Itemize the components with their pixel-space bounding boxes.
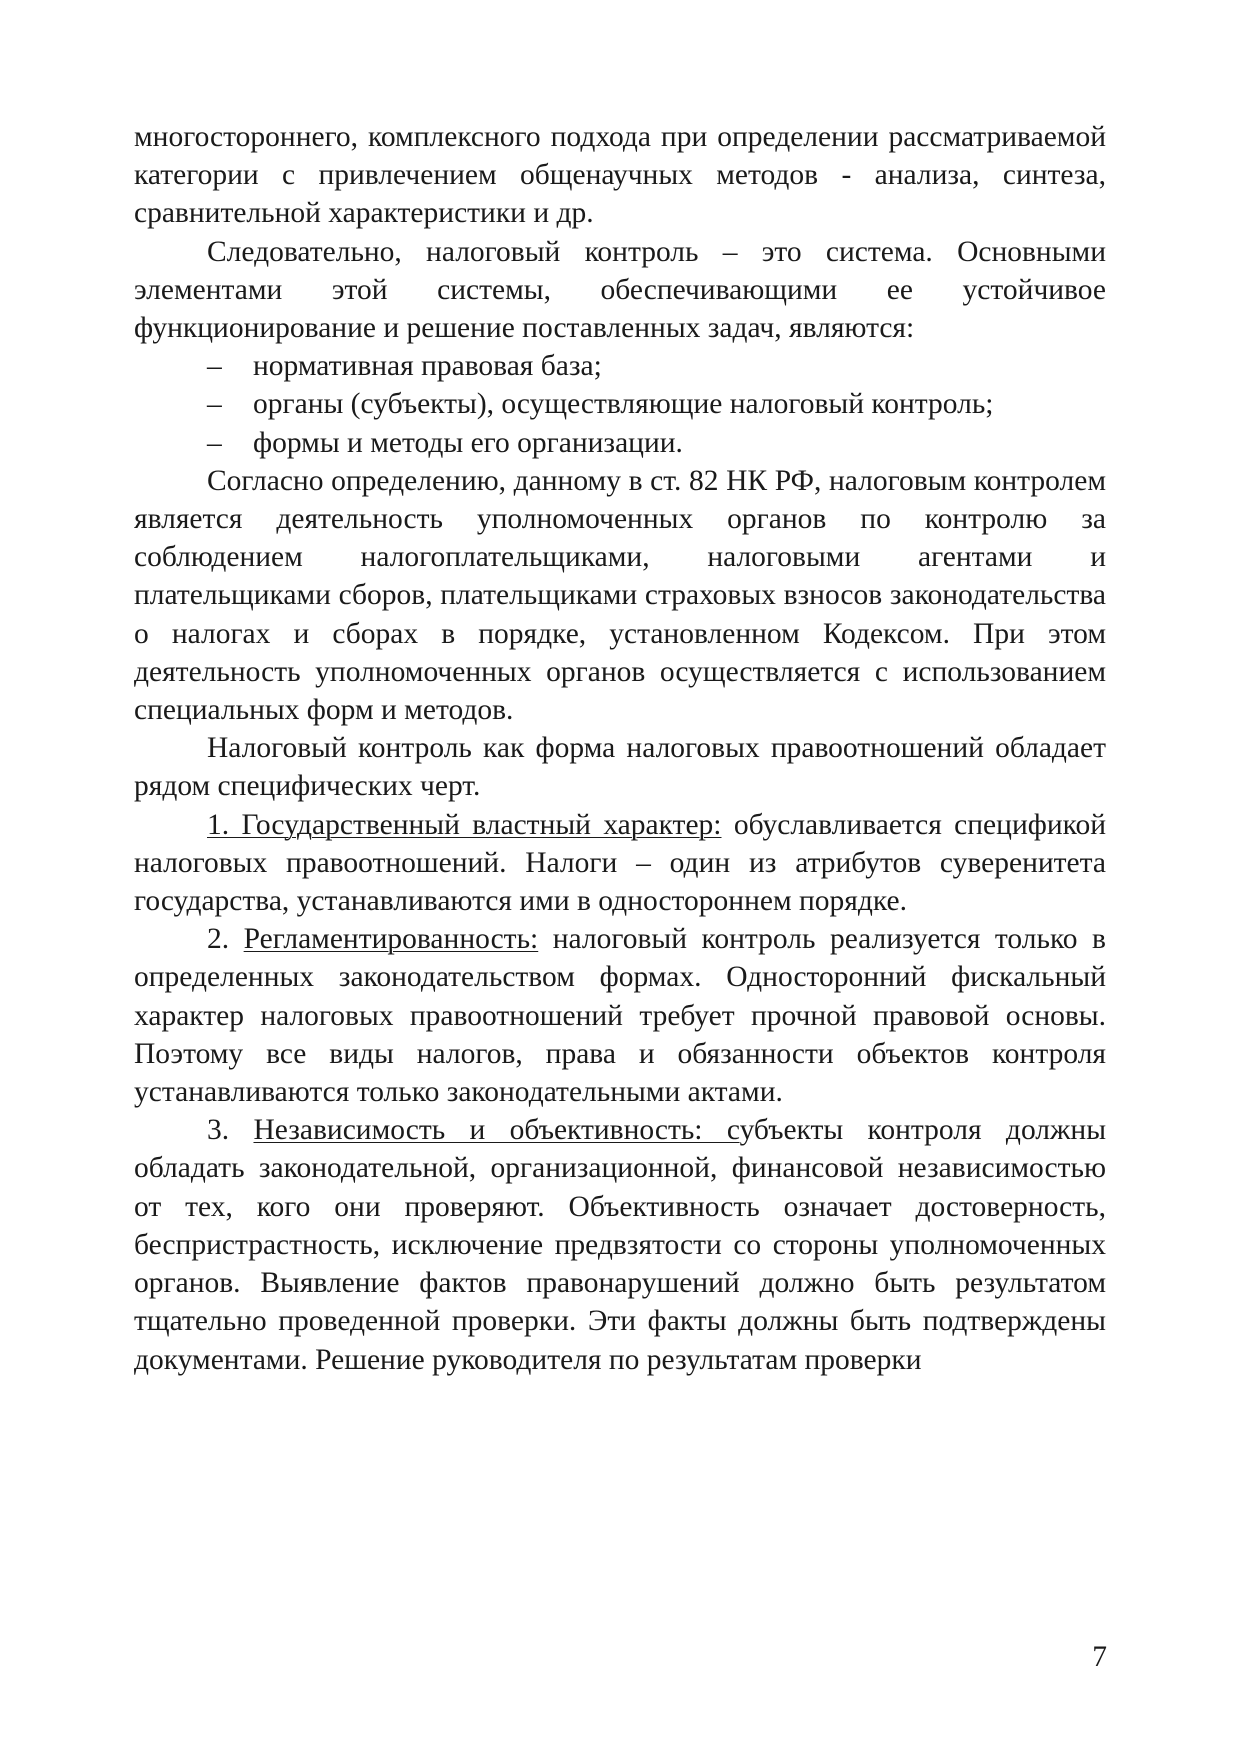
list-item	[134, 424, 1106, 462]
feature-heading: Регламентированность:	[243, 923, 539, 956]
paragraph-system: Следовательно, налоговый контроль – это система. Основными элементами этой системы, обеспечивающими ее устойчивое функционирование и решение поставленных задач, являются:	[134, 235, 1106, 345]
list-item-text: нормативная правовая база;	[253, 350, 602, 383]
feature-text: убъекты контроля должны обладать законодательной, организационной, финансовой независимостью от тех, кого они проверяют. Объективность означает достоверность, беспристрастность, исключение предвзятости со стороны уполномоченных органов. Выявление фактов правонарушений должно быть результатом тщательно проведенной проверки. Эти факты должны быть подтверждены документами. Решение руководителя по результатам проверки	[134, 1114, 1107, 1376]
list-item-text: формы и методы его организации.	[253, 426, 683, 459]
dash-bullet: –	[207, 426, 222, 459]
feature-number: 2.	[207, 923, 244, 956]
elements-list	[134, 347, 1106, 462]
feature-heading: Независимость и объективность: с	[253, 1114, 740, 1147]
body-text	[134, 118, 1106, 1379]
paragraph-methods: многостороннего, комплексного подхода при определении рассматриваемой категории с привлечением общенаучных методов - анализа, синтеза, сравнительной характеристики и др.	[134, 121, 1106, 230]
feature-number: 3.	[207, 1114, 254, 1147]
list-item-text: органы (субъекты), осуществляющие налоговый контроль;	[253, 388, 994, 421]
feature-heading: 1. Государственный властный характер:	[207, 808, 722, 841]
dash-bullet: –	[207, 388, 222, 421]
page-number: 7	[1092, 1641, 1107, 1673]
feature-item-3	[134, 1111, 1106, 1378]
paragraph-definition: Согласно определению, данному в ст. 82 НК РФ, налоговым контролем является деятельность уполномоченных органов по контролю за соблюдением налогоплательщиками, налоговыми агентами и плательщиками сборов, плательщиками страховых взносов законодательства о налогах и сборах в порядке, установленном Кодексом. При этом деятельность уполномоченных органов осуществляется с использованием специальных форм и методов.	[134, 464, 1106, 727]
feature-text: налоговый контроль реализуется только в определенных законодательством формах. Односторонний фискальный характер налоговых правоотношений требует прочной правовой основы. Поэтому все виды налогов, права и обязанности объектов контроля устанавливаются только законодательными актами.	[134, 923, 1106, 1109]
list-item	[134, 347, 1106, 385]
list-item	[134, 385, 1106, 423]
feature-item-2	[134, 920, 1106, 1111]
dash-bullet: –	[207, 350, 222, 383]
feature-text: обуславливается спецификой налоговых правоотношений. Налоги – один из атрибутов суверенитета государства, устанавливаются ими в одностороннем порядке.	[134, 808, 1106, 918]
paragraph-features-intro: Налоговый контроль как форма налоговых правоотношений обладает рядом специфических черт.	[134, 732, 1106, 803]
feature-item-1	[134, 806, 1106, 921]
